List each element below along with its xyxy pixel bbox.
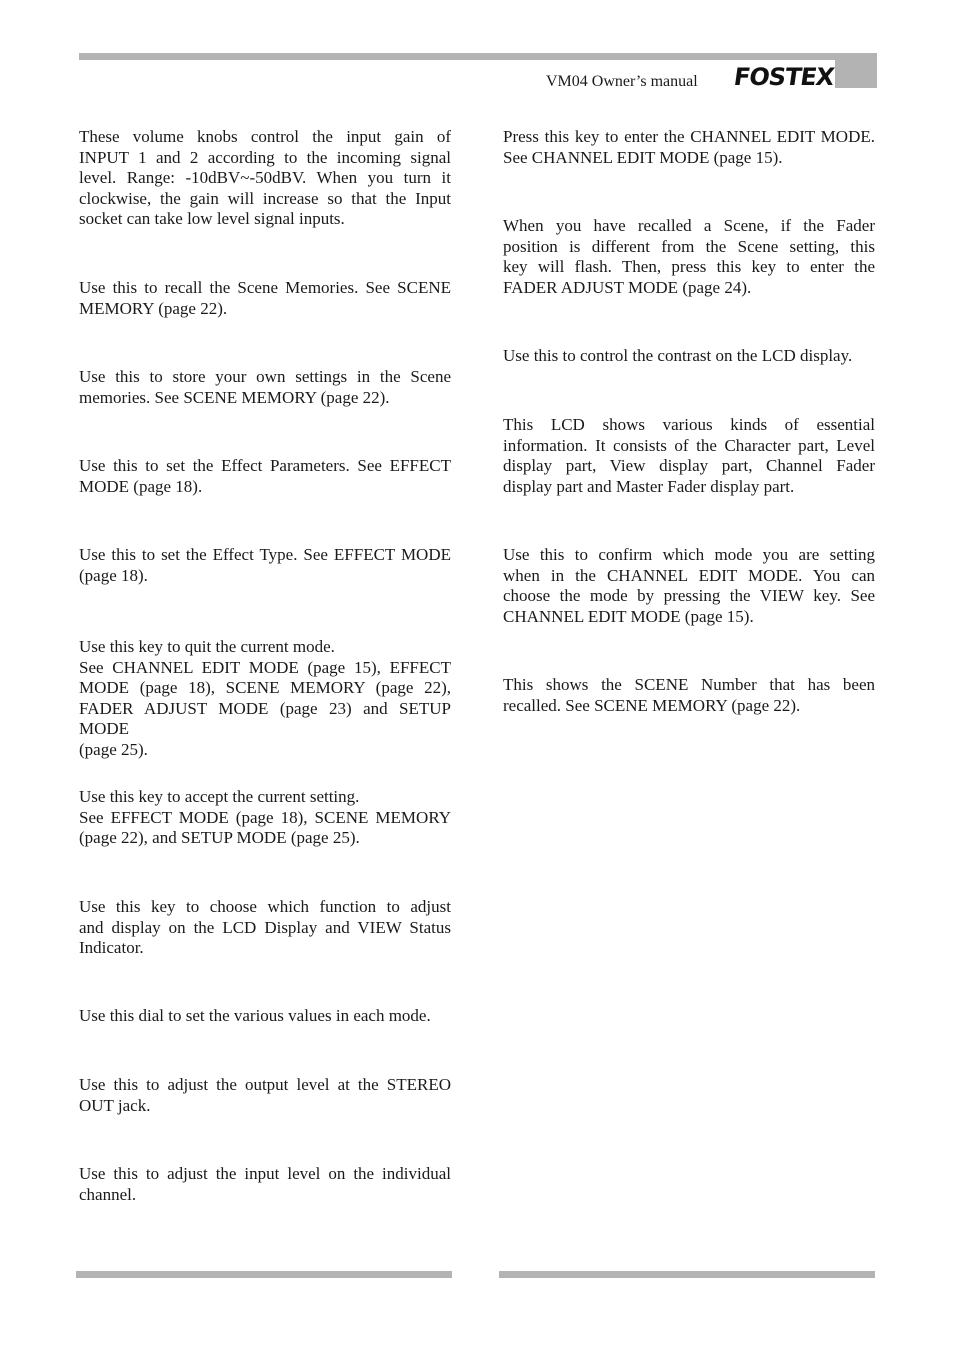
paragraph-input-gain xyxy=(79,127,451,230)
text-line: key will flash. Then, press this key to enter the xyxy=(503,257,875,276)
text-line: display part, View display part, Channel Fader xyxy=(503,456,875,475)
paragraph-scene-number xyxy=(503,675,875,716)
text-line: channel. xyxy=(79,1184,137,1204)
text-line: FADER ADJUST MODE (page 24). xyxy=(503,277,752,297)
text-line: CHANNEL EDIT MODE (page 15). xyxy=(503,606,754,626)
text-line: (page 25). xyxy=(79,739,148,759)
paragraph-channel-fader xyxy=(79,1164,451,1205)
text-line: Use this to set the Effect Type. See EFFECT MODE xyxy=(79,545,451,564)
paragraph-enter-key xyxy=(79,787,451,849)
paragraph-scene-recall xyxy=(79,278,451,319)
header-rule xyxy=(79,53,877,60)
paragraph-fader-adjust-key xyxy=(503,216,875,298)
fostex-logo: FOSTEX xyxy=(732,63,836,91)
text-line: Use this key to accept the current setting. xyxy=(79,787,360,806)
text-line: Use this dial to set the various values in each mode. xyxy=(79,1006,431,1025)
text-line: MODE (page 18). xyxy=(79,476,203,496)
text-line: INPUT 1 and 2 according to the incoming signal xyxy=(79,147,451,167)
text-line: Use this key to choose which function to adjust xyxy=(79,897,451,916)
text-line: MEMORY (page 22). xyxy=(79,298,228,318)
text-line: display part and Master Fader display part. xyxy=(503,476,795,496)
footer-rule-left xyxy=(76,1271,452,1278)
paragraph-effect-parameters xyxy=(79,456,451,497)
text-line: Indicator. xyxy=(79,938,144,957)
text-line: recalled. See SCENE MEMORY (page 22). xyxy=(503,695,801,715)
text-line: position is different from the Scene setting, this xyxy=(503,236,875,256)
paragraph-effect-type xyxy=(79,545,451,586)
text-line: clockwise, the gain will increase so that the Input xyxy=(79,188,451,208)
text-line: Use this to adjust the output level at the STEREO xyxy=(79,1075,451,1094)
paragraph-scene-store xyxy=(79,367,451,408)
text-line: Use this to recall the Scene Memories. See SCENE xyxy=(79,278,451,297)
header-tab xyxy=(835,53,877,88)
text-line: See EFFECT MODE (page 18), SCENE MEMORY xyxy=(79,807,451,827)
text-line: socket can take low level signal inputs. xyxy=(79,209,345,228)
text-line: Use this to adjust the input level on the individual xyxy=(79,1164,451,1183)
text-line: These volume knobs control the input gain of xyxy=(79,127,451,146)
text-line: This shows the SCENE Number that has been xyxy=(503,675,875,694)
text-line: choose the mode by pressing the VIEW key. See xyxy=(503,586,875,605)
text-line: When you have recalled a Scene, if the Fader xyxy=(503,216,875,235)
text-line: information. It consists of the Character part, Level xyxy=(503,435,875,455)
text-line: Use this to control the contrast on the LCD display. xyxy=(503,346,853,365)
text-line: Use this key to quit the current mode. xyxy=(79,637,335,656)
text-line: Use this to set the Effect Parameters. See EFFECT xyxy=(79,456,451,475)
text-line: (page 18). xyxy=(79,565,148,585)
paragraph-view-key xyxy=(79,897,451,959)
manual-title: VM04 Owner’s manual xyxy=(546,73,698,90)
paragraph-exit-key xyxy=(79,637,451,760)
text-line: memories. See SCENE MEMORY (page 22). xyxy=(79,387,390,407)
text-line: OUT jack. xyxy=(79,1095,151,1115)
text-line: Use this to confirm which mode you are setting xyxy=(503,545,875,564)
text-line: Press this key to enter the CHANNEL EDIT MODE. xyxy=(503,127,875,146)
text-line: (page 22), and SETUP MODE (page 25). xyxy=(79,828,360,847)
text-line: See CHANNEL EDIT MODE (page 15), EFFECT xyxy=(79,657,451,677)
text-line: level. Range: -10dBV~-50dBV. When you turn it xyxy=(79,168,451,187)
paragraph-lcd-display xyxy=(503,415,875,497)
text-line: Use this to store your own settings in the Scene xyxy=(79,367,451,386)
paragraph-view-status xyxy=(503,545,875,627)
text-line: FADER ADJUST MODE (page 23) and SETUP MODE xyxy=(79,698,451,738)
paragraph-lcd-contrast xyxy=(503,346,875,367)
text-line: This LCD shows various kinds of essential xyxy=(503,415,875,434)
text-line: and display on the LCD Display and VIEW Status xyxy=(79,917,451,937)
text-line: See CHANNEL EDIT MODE (page 15). xyxy=(503,147,783,167)
paragraph-master-fader xyxy=(79,1075,451,1116)
text-line: when in the CHANNEL EDIT MODE. You can xyxy=(503,565,875,585)
paragraph-dial xyxy=(79,1006,451,1027)
text-line: MODE (page 18), SCENE MEMORY (page 22), xyxy=(79,678,451,697)
footer-rule-right xyxy=(499,1271,875,1278)
paragraph-channel-edit-key xyxy=(503,127,875,168)
